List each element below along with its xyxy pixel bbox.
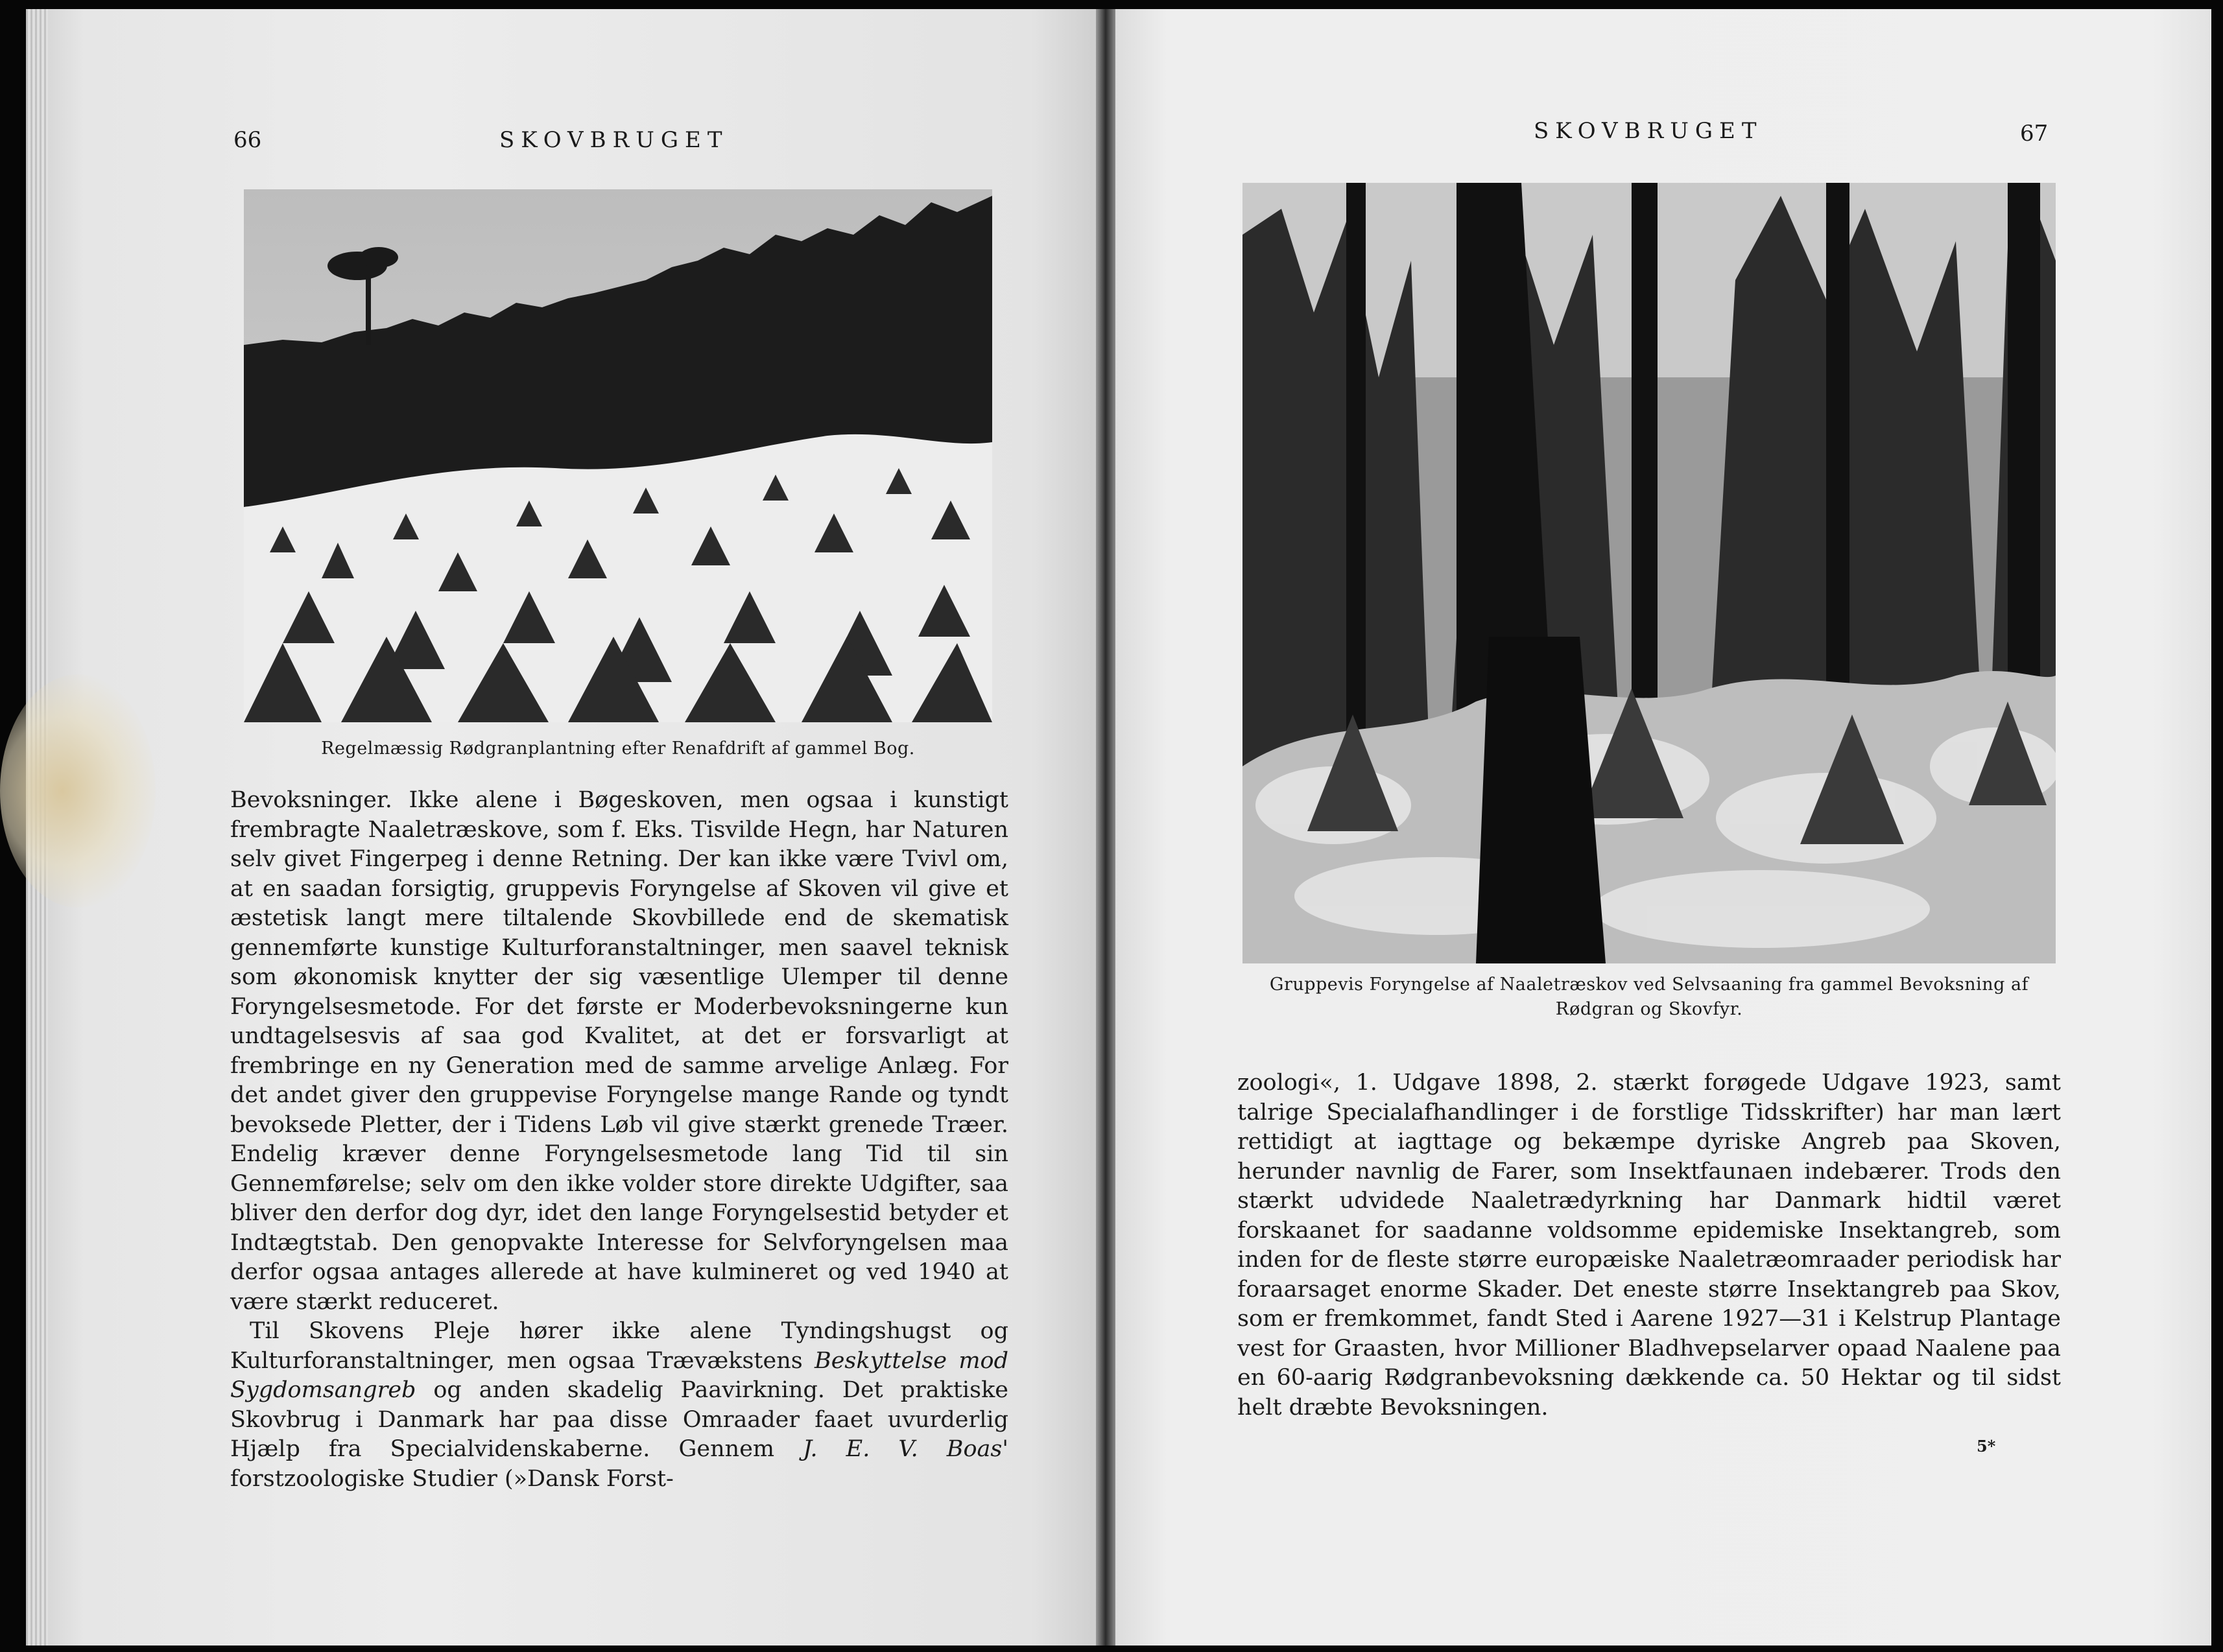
right-running-head: SKOVBRUGET (1534, 118, 1763, 144)
spruce-plantation-image (244, 189, 992, 722)
right-page-number: 67 (2020, 121, 2049, 147)
right-body-text (1237, 1068, 2061, 1422)
left-body-text (230, 786, 1008, 1494)
left-running-head: SKOVBRUGET (499, 127, 729, 153)
left-paragraph-2-text-a: Til Skovens Pleje hører ikke alene Tyndingshugst og Kulturforanstaltninger, men ogsaa Trævækstens (230, 1318, 1008, 1374)
left-figure-caption: Regelmæssig Rødgranplantning efter Renafdrift af gammel Bog. (321, 738, 915, 759)
book-gutter (1096, 9, 1115, 1646)
left-paragraph-2-text-c: forstzoologiske Studier (»Dansk Forst- (230, 1465, 674, 1492)
left-paragraph-2 (230, 1317, 1008, 1494)
left-photo-spruce-plantation (244, 189, 992, 722)
right-figure-caption: Gruppevis Foryngelse af Naaletræskov ved Selvsaaning fra gammel Bevoksning af Rødgran og Skovfyr. (1269, 974, 2029, 1019)
left-paragraph-1-text: Bevoksninger. Ikke alene i Bøgeskoven, men ogsaa i kunstigt frembragte Naaletræskove, som f. Eks. Tisvilde Hegn, har Naturen selv givet Fingerpeg i denne Retning. Der kan ikke være Tvivl om, at en saadan forsigtig, gruppevis Foryngelse af Skoven vil give et æstetisk langt mere tiltalende Skovbillede end de skematisk gennemførte kunstige Kulturforanstaltninger, men saavel teknisk som økonomisk knytter der sig væsentlige Ulemper til denne Foryngelsesmetode. For det første er Moderbevoksningerne kun undtagelsesvis af saa god Kvalitet, at det er forsvarligt at frembringe en ny Generation med de samme arvelige Anlæg. For det andet giver den gruppevise Foryngelse mange Rande og tyndt bevoksede Pletter, der i Tidens Løb vil give stærkt grenede Træer. Endelig kræver denne Foryngelsesmetode lang Tid til sin Gennemførelse; selv om den ikke volder store direkte Udgifter, saa bliver den derfor dog dyr, idet den lange Foryngelsestid betyder et Indtægtstab. Den genopvakte Interesse for Selvforyngelsen maa derfor ogsaa antages allerede at have kulmineret og ved 1940 at være stærkt reduceret. (230, 787, 1008, 1315)
stain-mark (0, 674, 156, 908)
right-paragraph-1 (1237, 1068, 2061, 1422)
signature-mark: 5* (1977, 1437, 1996, 1456)
left-paragraph-2-italic-b: J. E. V. Boas' (803, 1436, 1008, 1462)
left-paragraph-1 (230, 786, 1008, 1317)
forest-regeneration-image (1242, 183, 2056, 963)
right-paragraph-1-text: zoologi«, 1. Udgave 1898, 2. stærkt forøgede Udgave 1923, samt talrige Specialafhandlinger i de forstlige Tidsskrifter) har man lært rettidigt at iagttage og bekæmpe dyriske Angreb paa Skoven, herunder navnlig de Farer, som Insektfaunaen indebærer. Trods den stærkt udvidede Naaletrædyrkning har Danmark hidtil været forskaanet for saadanne voldsomme epidemiske Insektangreb, som inden for de fleste større europæiske Naaletræomraader periodisk har foraarsaget enorme Skader. Det eneste større Insektangreb paa Skov, som er fremkommet, fandt Sted i Aarene 1927—31 i Kelstrup Plantage vest for Graasten, hvor Millioner Bladhvepselarver opaad Naalene paa en 60-aarig Rødgranbevoksning dækkende ca. 50 Hektar og til sidst helt dræbte Bevoksningen. (1237, 1070, 2061, 1421)
right-photo-forest-regeneration (1242, 183, 2056, 963)
left-paragraph-2-text-b: og anden skadelig Paavirkning. Det praktiske Skovbrug i Danmark har paa disse Omraader faaet uvurderlig Hjælp fra Specialvidenskaberne. Gennem (230, 1377, 1008, 1462)
left-page-number: 66 (233, 127, 262, 153)
left-paragraph-2-italic-a: Beskyttelse mod Sygdomsangreb (230, 1347, 1008, 1403)
